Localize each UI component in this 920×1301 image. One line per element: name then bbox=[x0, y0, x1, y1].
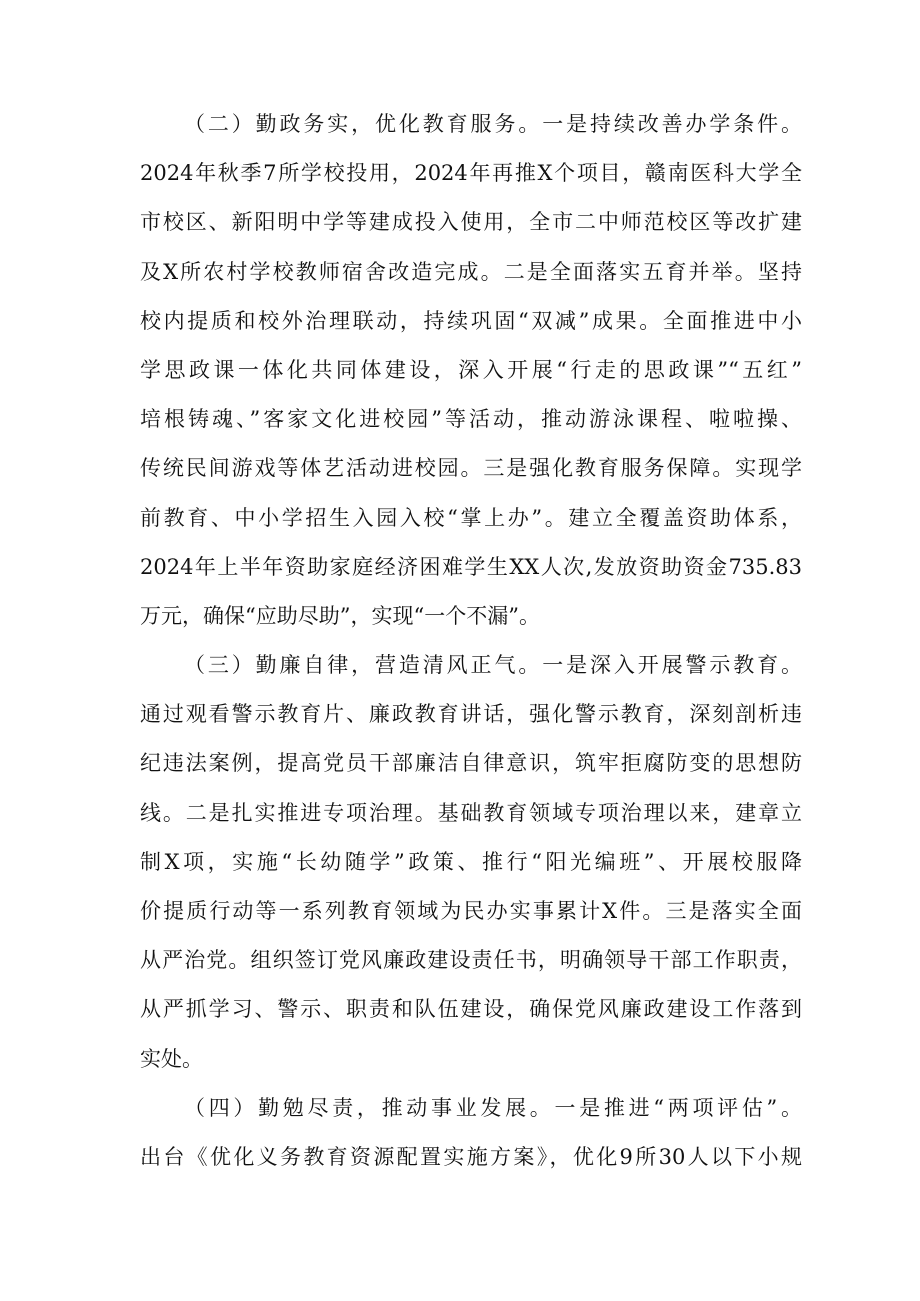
text-line: 前教育、中小学招生入园入校“掌上办”。建立全覆盖资助体系， bbox=[140, 505, 802, 530]
text-line: 市校区、新阳明中学等建成投入使用，全市二中师范校区等改扩建 bbox=[140, 210, 802, 235]
text-line: 从严抓学习、警示、职责和队伍建设，确保党风廉政建设工作落到 bbox=[140, 997, 802, 1022]
text-line: 2024年秋季7所学校投用，2024年再推X个项目，赣南医科大学全 bbox=[140, 161, 802, 186]
text-line: （二）勤政务实，优化教育服务。一是持续改善办学条件。 bbox=[184, 112, 802, 136]
paragraph-education-services bbox=[140, 100, 802, 641]
paragraph-integrity-discipline bbox=[140, 641, 802, 1084]
text-line: 通过观看警示教育片、廉政教育讲话，强化警示教育，深刻剖析违 bbox=[140, 702, 802, 727]
paragraph-career-development bbox=[140, 1084, 802, 1182]
text-line: 制X项，实施“长幼随学”政策、推行“阳光编班”、开展校服降 bbox=[140, 849, 802, 874]
text-line: 万元，确保“应助尽助”，实现“一个不漏”。 bbox=[140, 603, 540, 628]
text-line: 学思政课一体化共同体建设，深入开展“行走的思政课”“五红” bbox=[140, 357, 802, 382]
text-line: 从严治党。组织签订党风廉政建设责任书，明确领导干部工作职责， bbox=[140, 948, 802, 973]
text-line: 培根铸魂、”客家文化进校园”等活动，推动游泳课程、啦啦操、 bbox=[140, 407, 802, 432]
text-line: 价提质行动等一系列教育领域为民办实事累计X件。三是落实全面 bbox=[140, 899, 802, 923]
text-line: 出台《优化义务教育资源配置实施方案》，优化9所30人以下小规 bbox=[140, 1144, 802, 1169]
text-line: 线。二是扎实推进专项治理。基础教育领域专项治理以来，建章立 bbox=[140, 800, 802, 825]
text-line: 2024年上半年资助家庭经济困难学生XX人次,发放资助资金735.83 bbox=[140, 554, 802, 579]
text-line: 传统民间游戏等体艺活动进校园。三是强化教育服务保障。实现学 bbox=[140, 456, 802, 481]
text-line: （四）勤勉尽责，推动事业发展。一是推进“两项评估”。 bbox=[184, 1095, 802, 1120]
text-line: （三）勤廉自律，营造清风正气。一是深入开展警示教育。 bbox=[184, 653, 802, 678]
text-line: 实处。 bbox=[140, 1046, 203, 1071]
text-line: 校内提质和校外治理联动，持续巩固“双减”成果。全面推进中小 bbox=[140, 308, 802, 333]
document-body bbox=[140, 100, 802, 1182]
text-line: 及X所农村学校教师宿舍改造完成。二是全面落实五育并举。坚持 bbox=[140, 259, 802, 284]
text-line: 纪违法案例，提高党员干部廉洁自律意识，筑牢拒腐防变的思想防 bbox=[140, 751, 802, 776]
